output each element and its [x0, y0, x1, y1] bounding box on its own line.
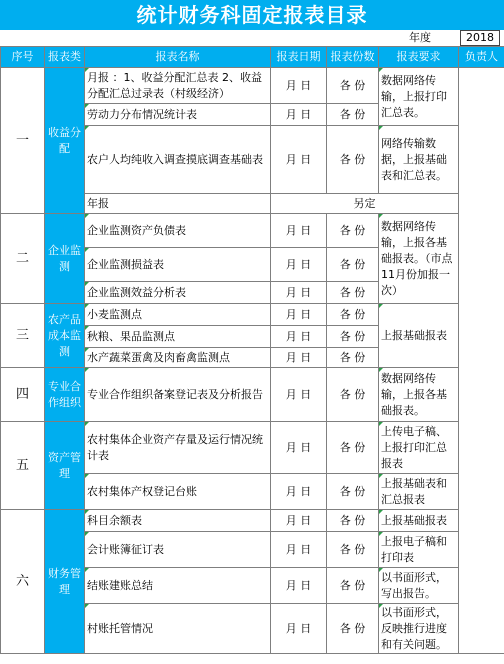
header-date: 报表日期 [271, 47, 327, 68]
header-owner: 负责人 [459, 47, 504, 68]
report-requirement[interactable]: 上传电子稿、上报打印汇总报表 [379, 422, 459, 474]
report-date[interactable]: 月 日 [271, 604, 327, 654]
report-copies[interactable]: 各 份 [327, 474, 379, 510]
report-copies[interactable]: 各 份 [327, 568, 379, 604]
report-name[interactable]: 水产蔬菜蛋禽及肉畜禽监测点 [85, 348, 271, 368]
report-requirement[interactable]: 上报基础表和汇总报表 [379, 474, 459, 510]
report-name[interactable]: 农村集体企业资产存量及运行情况统计表 [85, 422, 271, 474]
year-bar [0, 30, 504, 46]
category-cell: 资产管理 [45, 422, 85, 510]
report-date[interactable]: 月 日 [271, 348, 327, 368]
report-requirement[interactable]: 数据网络传输，上报各基础报表。（市点11月份加报一次） [379, 214, 459, 304]
report-date[interactable]: 月 日 [271, 214, 327, 248]
table-row [1, 422, 504, 474]
category-cell: 财务管理 [45, 510, 85, 654]
table-row [1, 304, 504, 326]
report-copies[interactable]: 各 份 [327, 104, 379, 126]
report-requirement[interactable]: 数据网络传输，上报各基础报表。 [379, 368, 459, 422]
report-requirement[interactable]: 网络传输数据，上报基础表和汇总表。 [379, 126, 459, 194]
report-copies[interactable]: 各 份 [327, 604, 379, 654]
report-date[interactable]: 月 日 [271, 532, 327, 568]
report-name[interactable]: 科目余额表 [85, 510, 271, 532]
category-cell: 农产品成本监测 [45, 304, 85, 368]
category-cell: 收益分配 [45, 68, 85, 214]
header-seq: 序号 [1, 47, 45, 68]
header-requirement: 报表要求 [379, 47, 459, 68]
year-value[interactable]: 2018 [460, 30, 500, 46]
report-date[interactable]: 月 日 [271, 326, 327, 348]
report-copies[interactable]: 各 份 [327, 126, 379, 194]
report-copies[interactable]: 各 份 [327, 532, 379, 568]
report-date[interactable]: 月 日 [271, 422, 327, 474]
seq-cell: 一 [1, 68, 45, 214]
report-requirement[interactable]: 上报基础报表 [379, 510, 459, 532]
report-name[interactable]: 专业合作组织备案登记表及分析报告 [85, 368, 271, 422]
category-cell: 专业合作组织 [45, 368, 85, 422]
report-requirement[interactable]: 以书面形式，反映推行进度和有关问题。 [379, 604, 459, 654]
report-name[interactable]: 劳动力分布情况统计表 [85, 104, 271, 126]
report-date[interactable]: 月 日 [271, 510, 327, 532]
report-copies[interactable]: 各 份 [327, 326, 379, 348]
seq-cell: 二 [1, 214, 45, 304]
report-date[interactable]: 月 日 [271, 304, 327, 326]
report-table [0, 46, 504, 654]
table-row [1, 510, 504, 532]
report-name[interactable]: 月报 ：1、收益分配汇总表 2、收益分配汇总过录表（村级经济） [85, 68, 271, 104]
header-copies: 报表份数 [327, 47, 379, 68]
table-row [1, 68, 504, 104]
page-title: 统计财务科固定报表目录 [0, 0, 504, 30]
report-copies[interactable]: 各 份 [327, 248, 379, 282]
seq-cell: 三 [1, 304, 45, 368]
report-copies[interactable]: 各 份 [327, 348, 379, 368]
report-requirement[interactable]: 上报电子稿和打印表 [379, 532, 459, 568]
header-name: 报表名称 [85, 47, 271, 68]
seq-cell: 六 [1, 510, 45, 654]
report-name[interactable]: 村账托管情况 [85, 604, 271, 654]
category-cell: 企业监测 [45, 214, 85, 304]
table-row [1, 214, 504, 248]
report-date[interactable]: 月 日 [271, 368, 327, 422]
header-row [1, 47, 504, 68]
header-category: 报表类 [45, 47, 85, 68]
report-name[interactable]: 小麦监测点 [85, 304, 271, 326]
report-copies[interactable]: 各 份 [327, 214, 379, 248]
report-name[interactable]: 企业监测资产负债表 [85, 214, 271, 248]
report-requirement[interactable]: 以书面形式，写出报告。 [379, 568, 459, 604]
report-copies[interactable]: 各 份 [327, 368, 379, 422]
report-date[interactable]: 月 日 [271, 248, 327, 282]
report-name[interactable]: 农户人均纯收入调查摸底调查基础表 [85, 126, 271, 194]
report-date[interactable]: 月 日 [271, 104, 327, 126]
report-requirement[interactable]: 上报基础报表 [379, 304, 459, 368]
report-copies[interactable]: 各 份 [327, 422, 379, 474]
report-note[interactable]: 另定 [271, 194, 459, 214]
report-copies[interactable]: 各 份 [327, 510, 379, 532]
report-date[interactable]: 月 日 [271, 568, 327, 604]
report-copies[interactable]: 各 份 [327, 282, 379, 304]
report-name[interactable]: 结账建账总结 [85, 568, 271, 604]
seq-cell: 五 [1, 422, 45, 510]
year-label: 年度 [409, 31, 431, 44]
report-date[interactable]: 月 日 [271, 282, 327, 304]
report-name[interactable]: 农村集体产权登记台账 [85, 474, 271, 510]
table-row [1, 368, 504, 422]
report-name[interactable]: 会计账簿征订表 [85, 532, 271, 568]
report-copies[interactable]: 各 份 [327, 68, 379, 104]
report-copies[interactable]: 各 份 [327, 304, 379, 326]
report-name[interactable]: 秋粮、果品监测点 [85, 326, 271, 348]
report-date[interactable]: 月 日 [271, 68, 327, 104]
report-requirement[interactable]: 数据网络传输，上报打印汇总表。 [379, 68, 459, 126]
seq-cell: 四 [1, 368, 45, 422]
report-date[interactable]: 月 日 [271, 474, 327, 510]
report-name[interactable]: 年报 [85, 194, 271, 214]
report-name[interactable]: 企业监测损益表 [85, 248, 271, 282]
report-name[interactable]: 企业监测效益分析表 [85, 282, 271, 304]
report-date[interactable]: 月 日 [271, 126, 327, 194]
owner-cell[interactable] [459, 68, 504, 654]
